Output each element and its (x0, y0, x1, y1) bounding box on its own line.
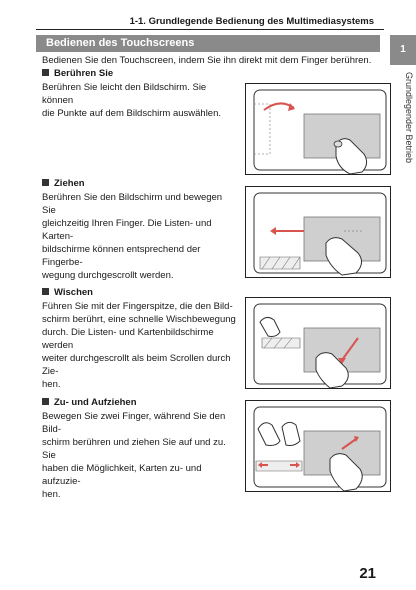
topic-body-pinch (42, 410, 238, 501)
topic-heading-flick: Wischen (42, 287, 93, 298)
body-line: Berühren Sie leicht den Bildschirm. Sie können (42, 82, 207, 106)
topic-heading-tap: Berühren Sie (42, 68, 113, 79)
flick-gesture-image (246, 298, 390, 388)
drag-gesture-image (246, 187, 390, 277)
body-line: durch. Die Listen- und Kartenbildschirme werden (42, 327, 214, 351)
body-line: hen. (42, 489, 61, 500)
body-line: haben die Möglichkeit, Karten zu- und aufzuzie- (42, 463, 202, 487)
tap-gesture-image (246, 84, 390, 174)
intro-text: Bedienen Sie den Touchscreen, indem Sie ihn direkt mit dem Finger berühren. (42, 55, 372, 66)
body-line: Berühren Sie den Bildschirm und bewegen Sie (42, 192, 223, 216)
topic-body-flick (42, 300, 238, 391)
pinch-gesture-image (246, 401, 390, 491)
drag-illustration (245, 186, 391, 278)
body-line: hen. (42, 379, 61, 390)
body-line: schirm berühren und ziehen Sie auf und zu. Sie (42, 437, 226, 461)
topic-heading-pinch: Zu- und Aufziehen (42, 397, 137, 408)
body-line: bildschirme können entsprechend der Fingerbe- (42, 244, 201, 268)
body-line: Bewegen Sie zwei Finger, während Sie den Bild- (42, 411, 226, 435)
body-line: gleichzeitig Ihren Finger. Die Listen- und Karten- (42, 218, 212, 242)
flick-illustration (245, 297, 391, 389)
chapter-tab: 1 (390, 35, 416, 65)
pinch-illustration (245, 400, 391, 492)
body-line: weiter durchgescrollt als beim Scrollen durch Zie- (42, 353, 231, 377)
body-line: die Punkte auf dem Bildschirm auswählen. (42, 108, 222, 119)
tap-illustration (245, 83, 391, 175)
section-title: Bedienen des Touchscreens (46, 37, 195, 49)
topic-body-tap (42, 81, 238, 120)
topic-heading-drag: Ziehen (42, 178, 85, 189)
chapter-label: Grundlegender Betrieb (404, 72, 414, 164)
body-line: Führen Sie mit der Fingerspitze, die den Bild- (42, 301, 233, 312)
section-title-bar (36, 35, 380, 52)
header-rule (36, 29, 384, 30)
running-header: 1-1. Grundlegende Bedienung des Multimediasystems (129, 16, 374, 27)
body-line: wegung durchgescrollt werden. (42, 270, 174, 281)
page-number: 21 (359, 565, 376, 582)
body-line: schirm berührt, eine schnelle Wischbewegung (42, 314, 236, 325)
topic-body-drag (42, 191, 238, 282)
